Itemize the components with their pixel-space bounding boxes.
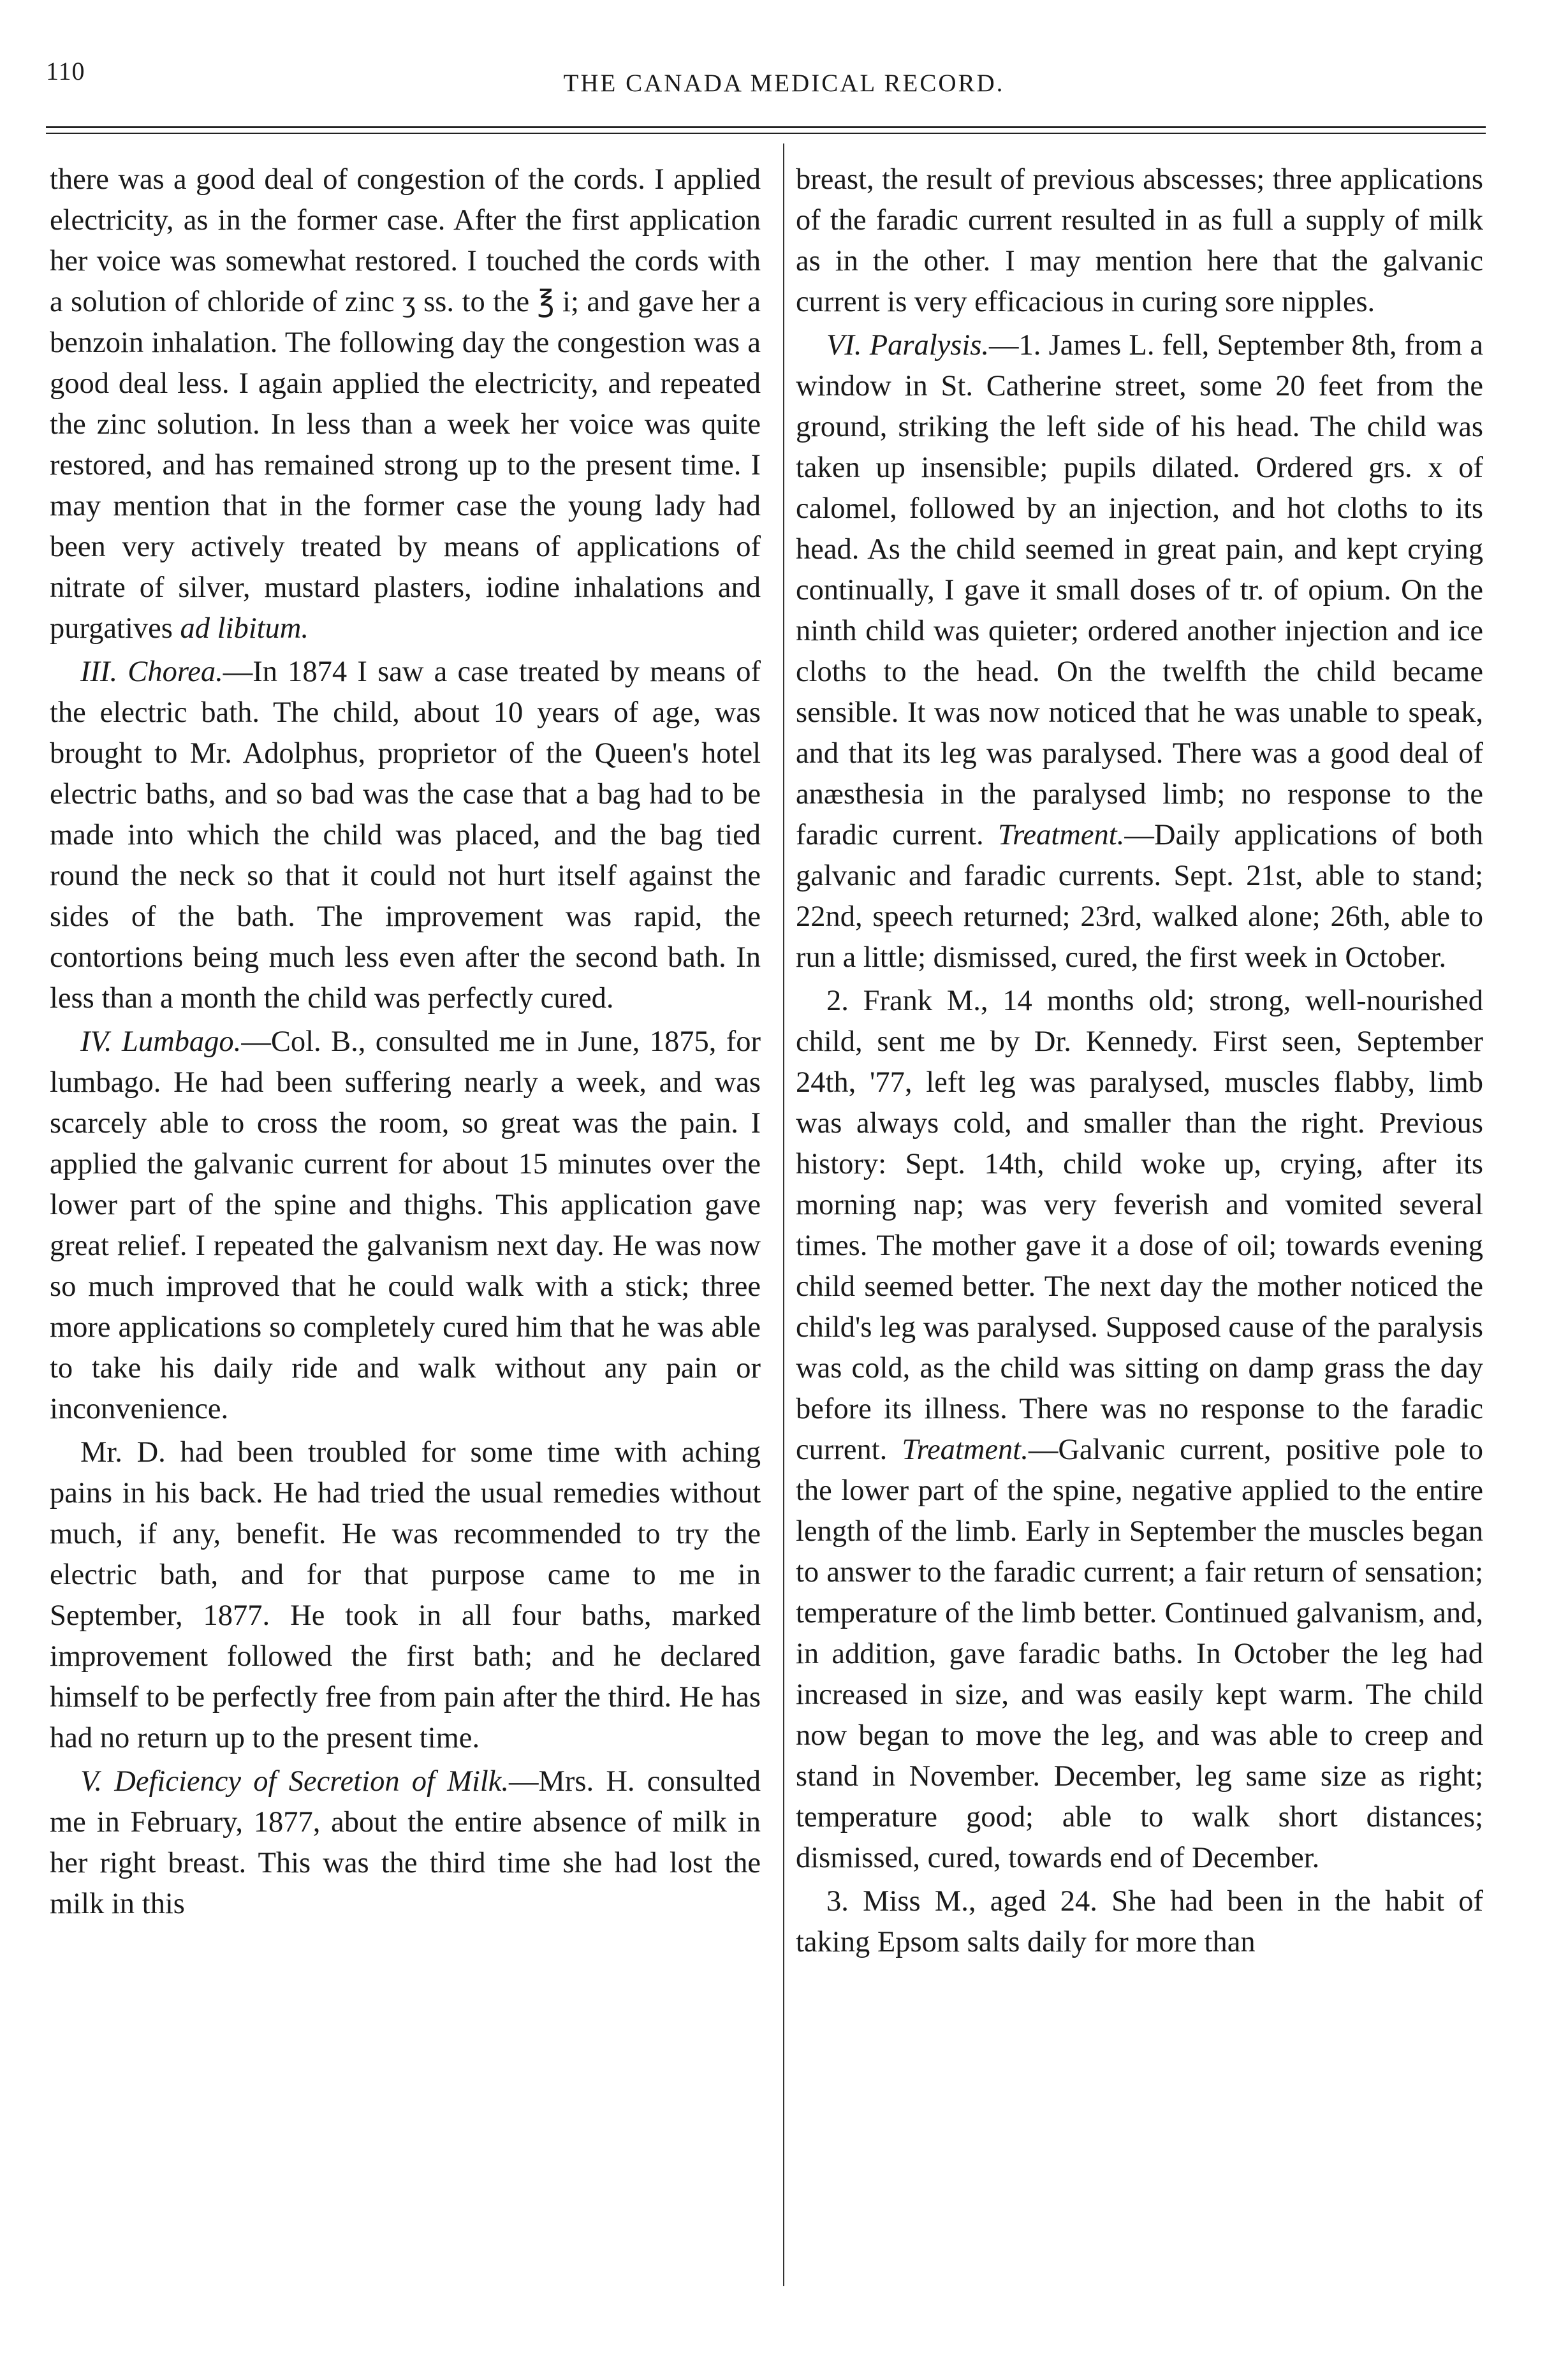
paragraph-text: there was a good deal of congestion of the cords. I applied electricity, as in the former case. After the first application her voice was somewhat restored. I touched the cords with a solution of chloride of zinc ʒ ss. to the ℥ i; and gave her a benzoin inhalation. The following day the congestion was a good deal less. I again applied the electricity, and repeated the zinc solution. In less than a week her voice was quite restored, and has remained strong up to the present time. I may mention that in the former case the young lady had been very actively treated by means of applications of nitrate of silver, mustard plasters, iodine inhalations and purgatives [50,163,761,645]
paragraph-text: —In 1874 I saw a case treated by means of the electric bath. The child, about 10 years of age, was brought to Mr. Adolphus, proprietor of the Queen's hotel electric baths, and so bad was the case that a bag had to be made into which the child was placed, and the bag tied round the neck so that it could not hurt itself against the sides of the bath. The improvement was rapid, the contortions being much less even after the second bath. In less than a month the child was perfectly cured. [50,656,761,1015]
paragraph-chorea [50,652,761,1019]
paragraph-lumbago [50,1022,761,1430]
section-heading: IV. Lumbago. [80,1025,242,1058]
paragraph-paralysis [796,325,1483,978]
paragraph-mr-d [50,1432,761,1759]
paragraph-frank-m [796,981,1483,1879]
paragraph-miss-m [796,1881,1483,1963]
paragraph-milk-deficiency [50,1761,761,1925]
header-rule-inner [46,133,1486,134]
paragraph-text: 3. Miss M., aged 24. She had been in the habit of taking Epsom salts daily for more than [796,1885,1483,1958]
paragraph-breast [796,159,1483,323]
paragraph-text: —Col. B., consulted me in June, 1875, for lumbago. He had been suffering nearly a week, and was scarcely able to cross the room, so great was the pain. I applied the galvanic current for about 15 minutes over the lower part of the spine and thighs. This application gave great relief. I repeated the galvanism next day. He was now so much improved that he could walk with a stick; three more applications so completely cured him that he was able to take his daily ride and walk without any pain or inconvenience. [50,1025,761,1425]
section-heading: V. Deficiency of Secretion of Milk. [80,1765,509,1798]
column-divider [783,143,784,2286]
paragraph-text: —Daily applications of both galvanic and faradic currents. Sept. 21st, able to stand; 22nd, speech returned; 23rd, walked alone; 26th, able to run a little; dismissed, cured, the first week in October. [796,819,1484,974]
section-heading: III. Chorea. [80,656,223,688]
paragraph-text: 2. Frank M., 14 months old; strong, well-nourished child, sent me by Dr. Kennedy. First seen, September 24th, '77, left leg was paralysed, muscles flabby, limb was always cold, and smaller than the right. Previous history: Sept. 14th, child woke up, crying, after its morning nap; was very feverish and vomited several times. The mother gave it a dose of oil; towards evening child seemed better. The next day the mother noticed the child's leg was paralysed. Supposed cause of the paralysis was cold, as the child was sitting on damp grass the day before its illness. There was no response to the faradic current. [796,985,1483,1466]
paragraph-text: —1. James L. fell, September 8th, from a window in St. Catherine street, some 20 feet from the ground, striking the left side of his head. The child was taken up insensible; pupils dilated. Ordered grs. x of calomel, followed by an injection, and hot cloths to its head. As the child seemed in great pain, and kept crying continually, I gave it small doses of tr. of opium. On the ninth child was quieter; ordered another injection and ice cloths to the head. On the twelfth the child became sensible. It was now noticed that he was unable to speak, and that its leg was paralysed. There was a good deal of anæsthesia in the paralysed limb; no response to the faradic current. [796,329,1483,851]
running-head: THE CANADA MEDICAL RECORD. [563,70,1005,97]
paragraph-text: —Galvanic current, positive pole to the lower part of the spine, negative applied to the entire length of the limb. Early in September the muscles began to answer to the faradic current; a fair return of sensation; temperature of the limb better. Continued galvanism, and, in addition, gave faradic baths. In October the leg had increased in size, and was easily kept warm. The child now began to move the leg, and was able to creep and stand in November. December, leg same size as right; temperature good; able to walk short distances; dismissed, cured, towards end of December. [796,1434,1484,1874]
paragraph-text: breast, the result of previous abscesses; three applications of the faradic current resulted in as full a supply of milk as in the other. I may mention here that the galvanic current is very efficacious in curing sore nipples. [796,163,1483,318]
paragraph-text: —Mrs. H. consulted me in February, 1877, about the entire absence of milk in her right breast. This was the third time she had lost the milk in this [50,1765,761,1920]
treatment-label: Treatment. [902,1434,1029,1466]
paragraph-congestion [50,159,761,649]
right-column [796,159,1483,1963]
italic-phrase: ad libitum. [180,612,309,645]
section-heading: VI. Paralysis. [826,329,990,362]
page-number: 110 [46,57,85,85]
treatment-label: Treatment. [997,819,1125,851]
paragraph-text: Mr. D. had been troubled for some time with aching pains in his back. He had tried the usual remedies without much, if any, benefit. He was recommended to try the electric bath, and for that purpose came to me in September, 1877. He took in all four baths, marked improvement followed the first bath; and he declared himself to be perfectly free from pain after the third. He has had no return up to the present time. [50,1436,761,1754]
header-rule [46,126,1486,128]
left-column [50,159,761,1925]
